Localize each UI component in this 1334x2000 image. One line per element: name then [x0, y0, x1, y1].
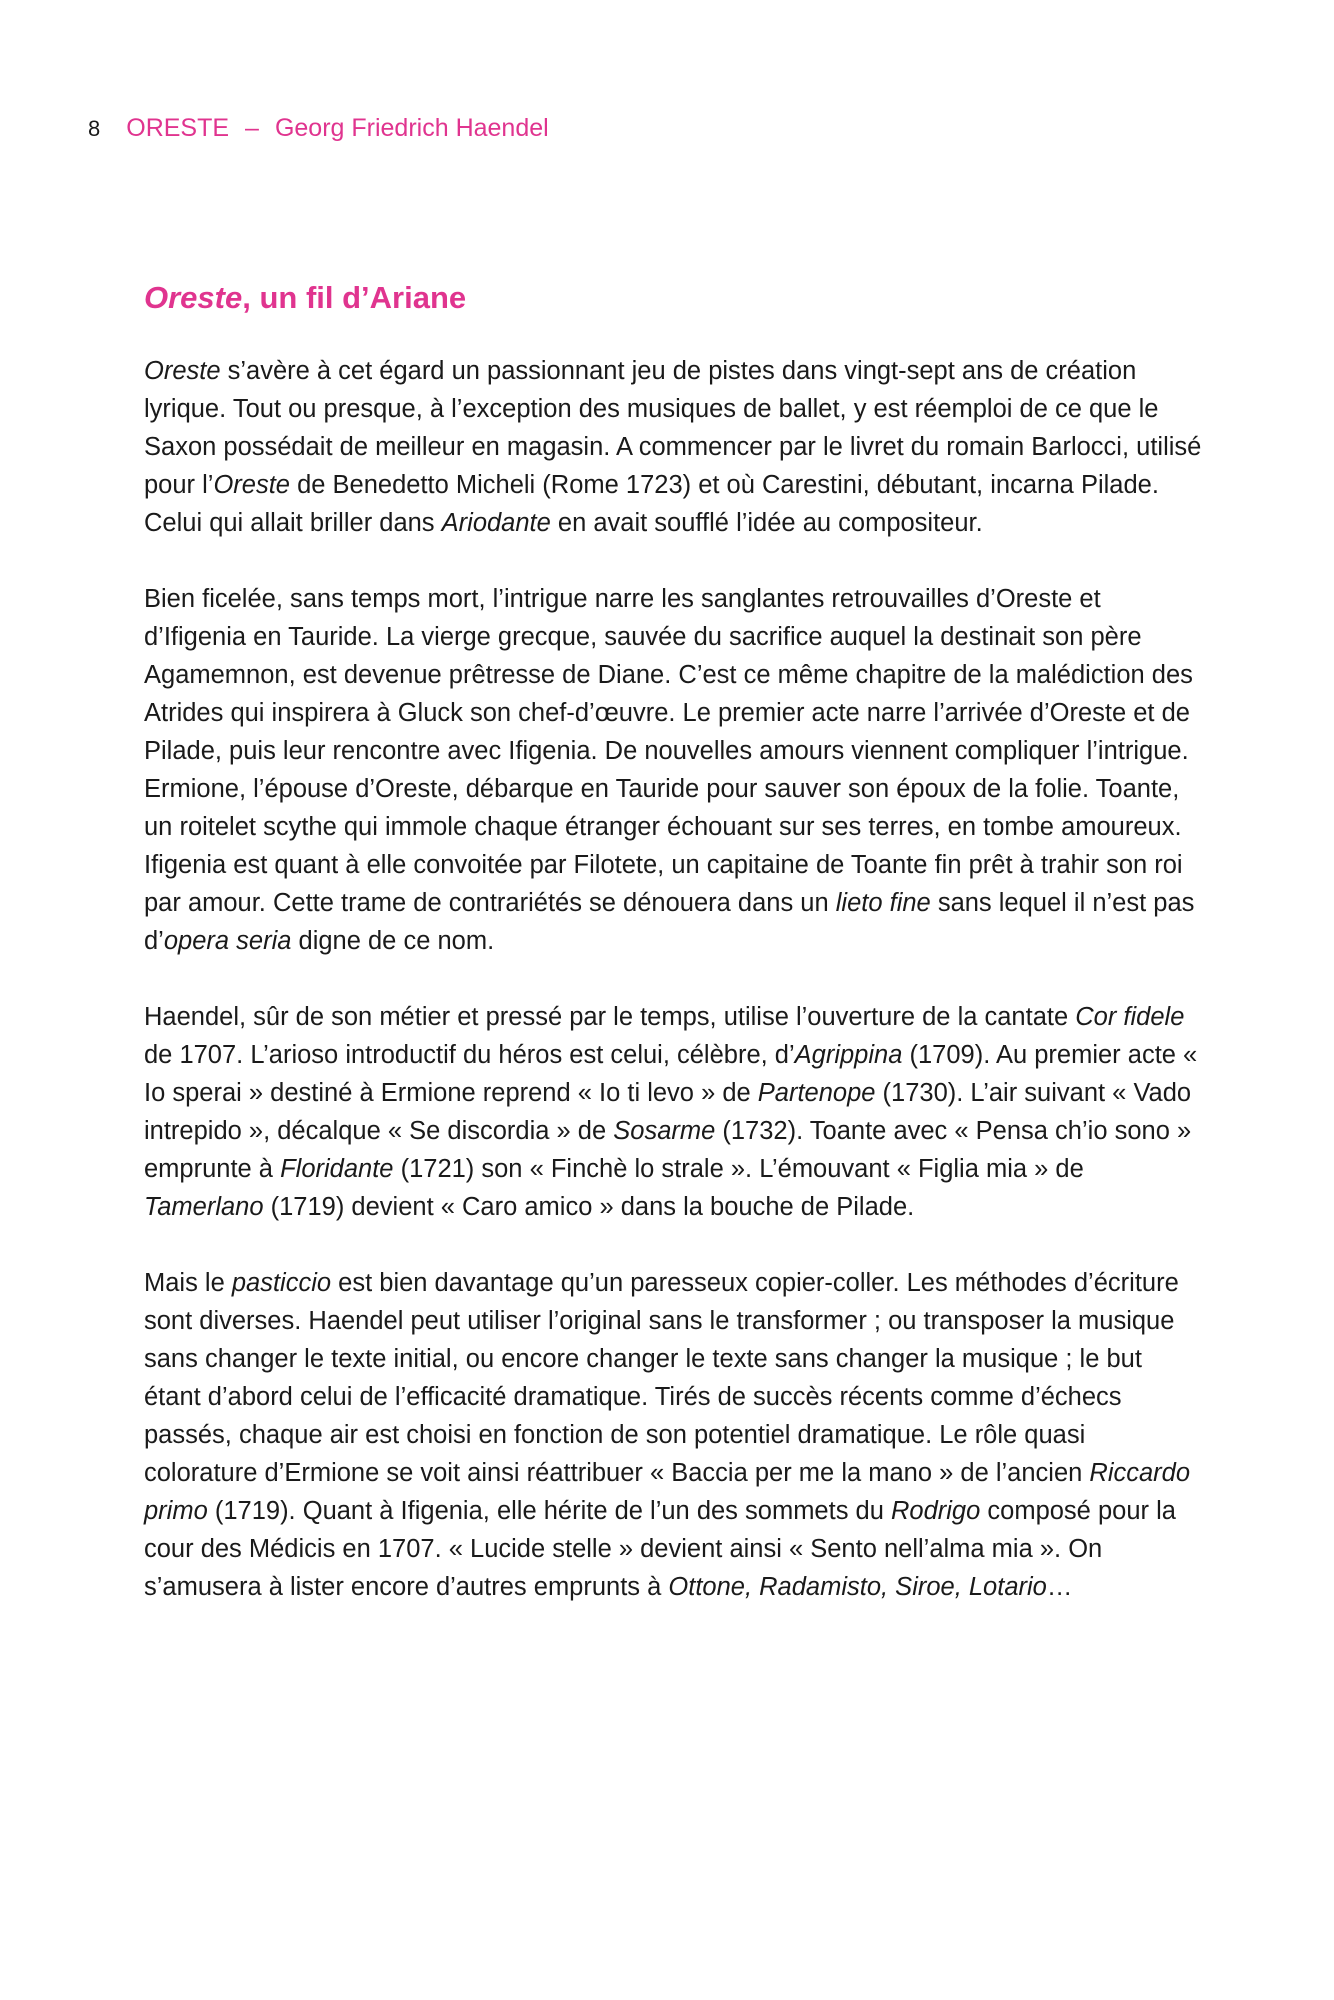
paragraph	[144, 998, 1204, 1226]
paragraph	[144, 580, 1204, 960]
text-run: de Benedetto Micheli (Rome 1723) et où Carestini, débutant, incarna Pilade. Celui qui allait briller dans	[144, 471, 1159, 537]
italic-text-run: Ariodante	[441, 509, 551, 537]
section-title	[144, 278, 1204, 318]
text-run: Mais le	[144, 1269, 232, 1297]
header-separator: –	[245, 114, 259, 142]
italic-text-run: Oreste	[144, 357, 221, 385]
text-run: de 1707. L’arioso introductif du héros est celui, célèbre, d’	[144, 1041, 795, 1069]
paragraph	[144, 352, 1204, 542]
text-run: digne de ce nom.	[291, 927, 495, 955]
header-author: Georg Friedrich Haendel	[274, 114, 549, 142]
italic-text-run: lieto fine	[835, 889, 931, 917]
text-run: (1719) devient « Caro amico » dans la bouche de Pilade.	[263, 1193, 915, 1221]
italic-text-run: Cor fidele	[1075, 1003, 1185, 1031]
italic-text-run: opera seria	[163, 927, 292, 955]
paragraph-list	[144, 352, 1204, 1606]
paragraph	[144, 1264, 1204, 1606]
text-run: …	[1046, 1573, 1073, 1601]
page-number: 8	[88, 116, 101, 141]
italic-text-run: Sosarme	[613, 1117, 716, 1145]
text-run: (1709). Au premier acte « Io sperai » destiné à Ermione reprend « Io ti levo » de	[144, 1041, 1198, 1107]
text-run: Bien ficelée, sans temps mort, l’intrigue narre les sanglantes retrouvailles d’Oreste et d’Ifigenia en Tauride. La vierge grecque, sauvée du sacrifice auquel la destinait son père Agamemnon, est devenue prêtresse de Diane. C’est ce même chapitre de la malédiction des Atrides qui inspirera à Gluck son chef-d’œuvre. Le premier acte narre l’arrivée d’Oreste et de Pilade, puis leur rencontre avec Ifigenia. De nouvelles amours viennent compliquer l’intrigue. Ermione, l’épouse d’Oreste, débarque en Tauride pour sauver son époux de la folie. Toante, un roitelet scythe qui immole chaque étranger échouant sur ses terres, en tombe amoureux. Ifigenia est quant à elle convoitée par Filotete, un capitaine de Toante fin prêt à trahir son roi par amour. Cette trame de contrariétés se dénouera dans un	[144, 585, 1193, 917]
header-title: ORESTE	[126, 114, 230, 142]
text-run: en avait soufflé l’idée au compositeur.	[550, 509, 983, 537]
text-run: (1730). L’air suivant « Vado intrepido », décalque « Se discordia » de	[144, 1079, 1192, 1145]
text-run: (1732). Toante avec « Pensa ch’io sono » emprunte à	[144, 1117, 1192, 1183]
text-run: (1719). Quant à Ifigenia, elle hérite de l’un des sommets du	[207, 1497, 891, 1525]
text-run: composé pour la cour des Médicis en 1707. « Lucide stelle » devient ainsi « Sento nell’alma mia ». On s’amusera à lister encore d’autres emprunts à	[144, 1497, 1176, 1601]
article-body	[144, 278, 1204, 1644]
italic-text-run: Floridante	[280, 1155, 394, 1183]
text-run: est bien davantage qu’un paresseux copier-coller. Les méthodes d’écriture sont diverses. Haendel peut utiliser l’original sans le transformer ; ou transposer la musique sans changer le texte initial, ou encore changer le texte sans changer la musique ; le but étant d’abord celui de l’efficacité dramatique. Tirés de succès récents comme d’échecs passés, chaque air est choisi en fonction de son potentiel dramatique. Le rôle quasi colorature d’Ermione se voit ainsi réattribuer « Baccia per me la mano » de l’ancien	[144, 1269, 1179, 1487]
text-run: sans lequel il n’est pas d’	[144, 889, 1195, 955]
text-run: (1721) son « Finchè lo strale ». L’émouvant « Figlia mia » de	[393, 1155, 1084, 1183]
text-run: s’avère à cet égard un passionnant jeu de pistes dans vingt-sept ans de création lyrique. Tout ou presque, à l’exception des musiques de ballet, y est réemploi de ce que le Saxon possédait de meilleur en magasin. A commencer par le livret du romain Barlocci, utilisé pour l’	[144, 357, 1202, 499]
italic-text-run: Oreste	[213, 471, 290, 499]
italic-text-run: Rodrigo	[891, 1497, 981, 1525]
text-run: Haendel, sûr de son métier et pressé par le temps, utilise l’ouverture de la cantate	[144, 1003, 1076, 1031]
section-title-rest: , un fil d’Ariane	[242, 280, 467, 315]
italic-text-run: pasticcio	[231, 1269, 332, 1297]
running-header	[88, 112, 549, 145]
italic-text-run: Riccardo primo	[144, 1459, 1191, 1525]
italic-text-run: Agrippina	[794, 1041, 903, 1069]
section-title-italic: Oreste	[144, 280, 243, 315]
italic-text-run: Tamerlano	[144, 1193, 264, 1221]
italic-text-run: Partenope	[757, 1079, 876, 1107]
italic-text-run: Ottone, Radamisto, Siroe, Lotario	[668, 1573, 1047, 1601]
